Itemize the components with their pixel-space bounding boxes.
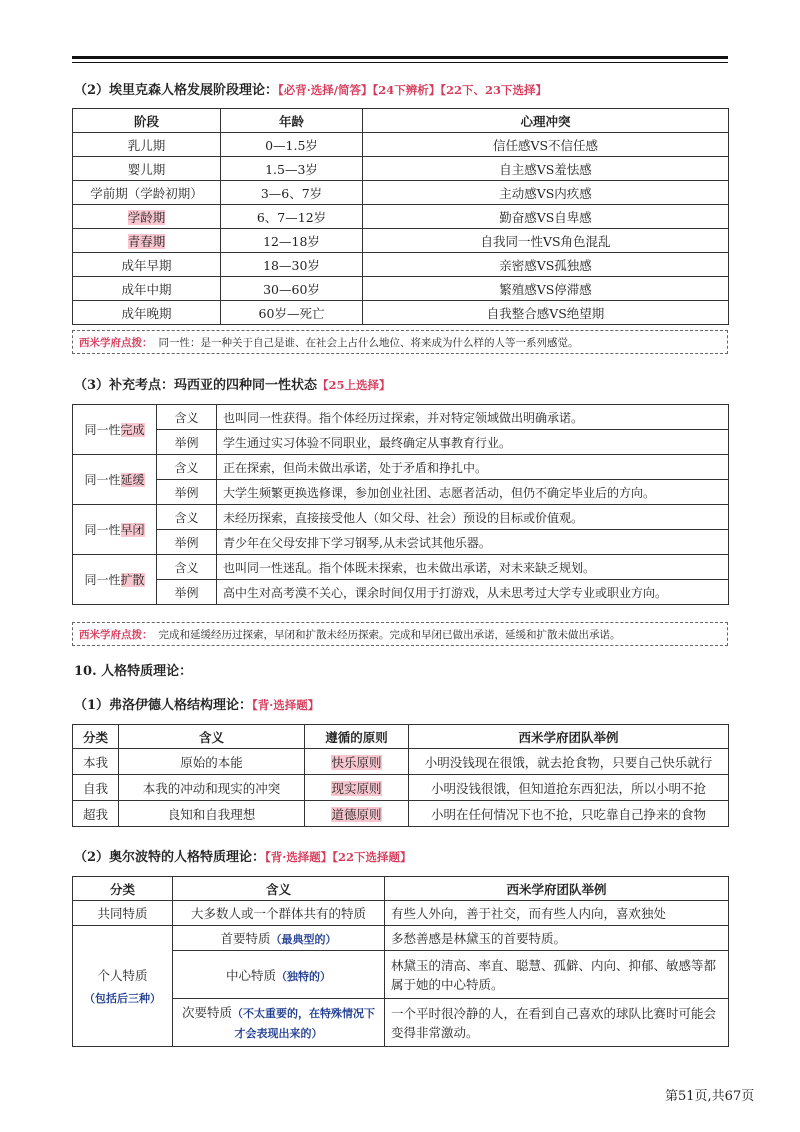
freud-example: 小明没钱现在很饿，就去抢食物，只要自己快乐就行 bbox=[409, 749, 729, 775]
freud-meaning: 良知和自我理想 bbox=[119, 801, 305, 827]
note-text: 同一性：是一种关于自己是谁、在社会上占什么地位、将来成为什么样的人等一系列感觉。 bbox=[158, 336, 579, 349]
erikson-conflict: 勤奋感VS自卑感 bbox=[363, 205, 729, 229]
allport-personal bbox=[73, 926, 173, 1047]
allport-tag: 【背·选择题】【22下选择题】 bbox=[265, 850, 412, 864]
freud-tag: 【背·选择题】 bbox=[252, 698, 320, 712]
erikson-age: 60岁—死亡 bbox=[221, 301, 363, 325]
erikson-age: 3—6、7岁 bbox=[221, 181, 363, 205]
erikson-stage: 成年晚期 bbox=[121, 305, 172, 321]
marcia-tag: 【25上选择】 bbox=[317, 378, 391, 392]
freud-meaning: 本我的冲动和现实的冲突 bbox=[119, 775, 305, 801]
note-text: 完成和延缓经历过探索，早闭和扩散未经历探索。完成和早闭已做出承诺，延缓和扩散未做出承诺。 bbox=[158, 628, 621, 641]
allport-personal-note: （包括后三种） bbox=[84, 992, 161, 1005]
erikson-tag: 【必背·选择/简答】【24下辨析】【22下、23下选择】 bbox=[278, 83, 548, 97]
freud-cat: 超我 bbox=[73, 801, 119, 827]
marcia-example: 青少年在父母安排下学习钢琴,从未尝试其他乐器。 bbox=[217, 530, 729, 555]
erikson-heading: （2）埃里克森人格发展阶段理论：【必背·选择/简答】【24下辨析】【22下、23下选择】 bbox=[74, 83, 548, 98]
allport-header-cat: 分类 bbox=[73, 877, 173, 901]
marcia-label-meaning: 含义 bbox=[157, 555, 217, 580]
freud-meaning: 原始的本能 bbox=[119, 749, 305, 775]
table-row bbox=[73, 430, 729, 455]
table-row bbox=[73, 926, 729, 951]
table-row bbox=[73, 749, 729, 775]
allport-trait: 次要特质（不太重要的，在特殊情况下才会表现出来的） bbox=[173, 999, 385, 1047]
table-row bbox=[73, 205, 729, 229]
allport-header-example: 西米学府团队举例 bbox=[385, 877, 729, 901]
erikson-conflict: 自主感VS羞怯感 bbox=[363, 157, 729, 181]
freud-header-example: 西米学府团队举例 bbox=[409, 725, 729, 749]
marcia-heading: （3）补充考点：玛西亚的四种同一性状态【25上选择】 bbox=[74, 378, 391, 393]
freud-header-principle: 遵循的原则 bbox=[305, 725, 409, 749]
allport-trait-note: （不太重要的，在特殊情况下才会表现出来的） bbox=[232, 1006, 375, 1040]
erikson-stage: 成年中期 bbox=[121, 281, 172, 297]
erikson-conflict: 自我整合感VS绝望期 bbox=[363, 301, 729, 325]
erikson-age: 6、7—12岁 bbox=[221, 205, 363, 229]
erikson-stage-highlight: 学龄期 bbox=[127, 209, 166, 225]
marcia-state: 同一性延缓 bbox=[73, 455, 157, 505]
marcia-meaning: 也叫同一性获得。指个体经历过探索，并对特定领域做出明确承诺。 bbox=[217, 405, 729, 430]
erikson-age: 30—60岁 bbox=[221, 277, 363, 301]
freud-cat: 自我 bbox=[73, 775, 119, 801]
note-label: 西米学府点拨： bbox=[79, 628, 153, 641]
marcia-meaning: 正在探索，但尚未做出承诺，处于矛盾和挣扎中。 bbox=[217, 455, 729, 480]
marcia-state: 同一性早闭 bbox=[73, 505, 157, 555]
erikson-age: 18—30岁 bbox=[221, 253, 363, 277]
freud-table bbox=[72, 724, 729, 827]
marcia-label-example: 举例 bbox=[157, 580, 217, 605]
table-row bbox=[73, 405, 729, 430]
erikson-conflict: 繁殖感VS停滞感 bbox=[363, 277, 729, 301]
allport-trait: 首要特质（最典型的） bbox=[173, 926, 385, 951]
allport-example: 多愁善感是林黛玉的首要特质。 bbox=[385, 926, 729, 951]
table-row bbox=[73, 480, 729, 505]
top-rule bbox=[72, 56, 728, 59]
erikson-header-stage: 阶段 bbox=[73, 109, 221, 133]
marcia-note bbox=[72, 622, 728, 646]
allport-trait-note: （最典型的） bbox=[270, 933, 337, 946]
allport-trait: 中心特质（独特的） bbox=[173, 951, 385, 999]
table-row bbox=[73, 301, 729, 325]
table-row bbox=[73, 277, 729, 301]
freud-principle: 现实原则 bbox=[331, 780, 382, 796]
marcia-example: 高中生对高考漠不关心，课余时间仅用于打游戏，从未思考过大学专业或职业方向。 bbox=[217, 580, 729, 605]
table-row bbox=[73, 157, 729, 181]
erikson-age: 12—18岁 bbox=[221, 229, 363, 253]
table-row bbox=[73, 253, 729, 277]
erikson-conflict: 信任感VS不信任感 bbox=[363, 133, 729, 157]
marcia-example: 大学生频繁更换选修课，参加创业社团、志愿者活动，但仍不确定毕业后的方向。 bbox=[217, 480, 729, 505]
erikson-conflict: 自我同一性VS角色混乱 bbox=[363, 229, 729, 253]
marcia-label-example: 举例 bbox=[157, 530, 217, 555]
freud-principle: 道德原则 bbox=[331, 806, 382, 822]
marcia-label-meaning: 含义 bbox=[157, 505, 217, 530]
note-label: 西米学府点拨： bbox=[79, 336, 153, 349]
erikson-stage: 成年早期 bbox=[121, 257, 172, 273]
table-row bbox=[73, 801, 729, 827]
allport-example: 林黛玉的清高、率直、聪慧、孤僻、内向、抑郁、敏感等都属于她的中心特质。 bbox=[385, 951, 729, 999]
marcia-table bbox=[72, 404, 729, 605]
erikson-age: 0—1.5岁 bbox=[221, 133, 363, 157]
marcia-meaning: 也叫同一性迷乱。指个体既未探索，也未做出承诺，对未来缺乏规划。 bbox=[217, 555, 729, 580]
page-number: 第51页,共67页 bbox=[665, 1089, 755, 1104]
freud-header-meaning: 含义 bbox=[119, 725, 305, 749]
marcia-meaning: 未经历探索，直接接受他人（如父母、社会）预设的目标或价值观。 bbox=[217, 505, 729, 530]
freud-example: 小明在任何情况下也不抢，只吃靠自己挣来的食物 bbox=[409, 801, 729, 827]
allport-meaning: 大多数人或一个群体共有的特质 bbox=[173, 901, 385, 926]
marcia-state-key: 延缓 bbox=[120, 473, 145, 487]
marcia-state: 同一性完成 bbox=[73, 405, 157, 455]
freud-header-cat: 分类 bbox=[73, 725, 119, 749]
section-10-title: 10. 人格特质理论： bbox=[74, 664, 193, 679]
table-row bbox=[73, 229, 729, 253]
erikson-header-age: 年龄 bbox=[221, 109, 363, 133]
allport-heading: （2）奥尔波特的人格特质理论：【背·选择题】【22下选择题】 bbox=[74, 850, 412, 865]
erikson-conflict: 主动感VS内疚感 bbox=[363, 181, 729, 205]
marcia-label-meaning: 含义 bbox=[157, 455, 217, 480]
allport-example: 一个平时很冷静的人，在看到自己喜欢的球队比赛时可能会变得非常激动。 bbox=[385, 999, 729, 1047]
erikson-stage-highlight: 青春期 bbox=[127, 233, 166, 249]
table-row bbox=[73, 555, 729, 580]
erikson-stage: 乳儿期 bbox=[127, 137, 166, 153]
erikson-age: 1.5—3岁 bbox=[221, 157, 363, 181]
table-row bbox=[73, 455, 729, 480]
erikson-stage: 婴儿期 bbox=[127, 161, 166, 177]
erikson-conflict: 亲密感VS孤独感 bbox=[363, 253, 729, 277]
table-row bbox=[73, 181, 729, 205]
freud-principle: 快乐原则 bbox=[331, 754, 382, 770]
marcia-label-example: 举例 bbox=[157, 430, 217, 455]
top-rule-thin bbox=[72, 62, 728, 63]
allport-cat: 共同特质 bbox=[73, 901, 173, 926]
table-row bbox=[73, 775, 729, 801]
table-row bbox=[73, 133, 729, 157]
marcia-state-key: 完成 bbox=[120, 423, 145, 437]
erikson-note bbox=[72, 330, 728, 354]
table-row bbox=[73, 580, 729, 605]
marcia-example: 学生通过实习体验不同职业，最终确定从事教育行业。 bbox=[217, 430, 729, 455]
table-row bbox=[73, 901, 729, 926]
allport-example: 有些人外向，善于社交，而有些人内向，喜欢独处 bbox=[385, 901, 729, 926]
table-row bbox=[73, 505, 729, 530]
freud-heading: （1）弗洛伊德人格结构理论：【背·选择题】 bbox=[74, 698, 320, 713]
marcia-state-key: 早闭 bbox=[120, 523, 145, 537]
erikson-header-conflict: 心理冲突 bbox=[363, 109, 729, 133]
marcia-state: 同一性扩散 bbox=[73, 555, 157, 605]
erikson-stage: 学前期（学龄初期） bbox=[90, 185, 203, 201]
marcia-label-meaning: 含义 bbox=[157, 405, 217, 430]
freud-cat: 本我 bbox=[73, 749, 119, 775]
marcia-label-example: 举例 bbox=[157, 480, 217, 505]
freud-example: 小明没钱很饿，但知道抢东西犯法，所以小明不抢 bbox=[409, 775, 729, 801]
erikson-table bbox=[72, 108, 729, 325]
allport-trait-note: （独特的） bbox=[276, 969, 331, 983]
allport-header-meaning: 含义 bbox=[173, 877, 385, 901]
allport-table bbox=[72, 876, 729, 1047]
marcia-state-key: 扩散 bbox=[120, 573, 145, 587]
table-row bbox=[73, 530, 729, 555]
allport-personal-cat: 个人特质 bbox=[97, 968, 148, 983]
